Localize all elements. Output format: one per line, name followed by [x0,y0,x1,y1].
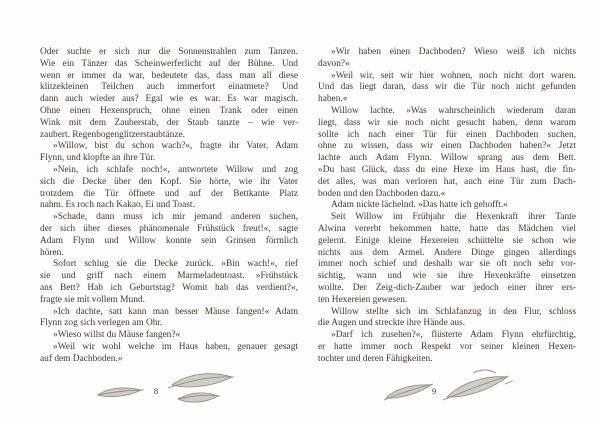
text-line: Willow lachte. »Was wahrscheinlich wiederum daran [331,105,576,116]
text-line: immer noch schief und deshalb war sie oft noch sehr vor- [318,259,576,270]
text-line: nahm. Es roch nach Kakao, Ei und Toast. [40,200,195,211]
text-line: »Weil wir, seit wir hier wohnen, noch nicht dort waren. [331,70,576,81]
text-line: Seit Willow im Frühjahr die Hexenkraft ihrer Tante [331,212,576,223]
text-line: Adam Flynn und Willow konnte sein Grinsen förmlich [40,235,298,246]
text-line: auf dem Dachboden.« [40,353,123,364]
text-line: nichts aus dem Ärmel. Andere Dinge gingen allerdings [318,247,576,258]
text-line: ohne zu wissen, dass wir einen Dachboden haben?« Jetzt [318,141,576,152]
text-line: sollte ich nach einer Tür für einen Dachboden suchen, [318,129,576,140]
text-line: die Augen und streckte ihre Hände aus. [318,318,466,329]
text-line: wollte. Der Zeig-dich-Zauber war jedoch einer ihrer ers- [318,282,576,293]
text-line: Sofort schlug sie die Decke zurück. »Bin wach!«, rief [53,259,298,270]
text-line: »Weil wir wohl welche im Haus haben, genauer gesagt [53,341,298,352]
text-line: det alles, was man verloren hat, auch eine Tür zum Dach- [318,176,576,187]
text-line: »Schade, dann muss ich mir jemand anderen suchen, [53,212,298,223]
text-line: der sich über dieses phänomenale Frühstück freut!«, sagte [40,223,298,234]
text-line: dann auch wieder aus? Egal wie es war. Es war magisch. [40,94,298,105]
text-line: Wie ein Tänzer das Scheinwerferlicht auf der Bühne. Und [40,58,298,69]
text-line: liegt, dass wir sie noch nicht gesucht haben, denn warum [318,117,576,128]
text-line: Flynn, und klopfte an ihre Tür. [40,153,156,164]
text-line: Willow stellte sich im Schlafanzug in den Flur, schloss [331,306,576,317]
page-right-text [318,47,576,366]
text-line: klitzekleinen Teilchen auch immerfort einatmete? Und [40,82,298,93]
text-line: Flynn zog sich verlegen am Ohr. [40,318,163,329]
page-left-text [40,47,298,366]
text-line: »Nein, ich schlafe noch!«, antwortete Willow und zog [53,164,298,175]
page-number-right: 9 [431,386,437,396]
text-line: zaubert. Regenbogenglitzerstaubtänze. [40,129,185,140]
text-line: »Du hast Glück, dass du eine Hexe im Haus hast, die fin- [318,164,576,175]
feather-leaf-icon [95,384,147,400]
text-line: »Willow, bist du schon wach?«, fragte ihr Vater, Adam [53,141,298,152]
text-line: ans Bett? Hab ich Geburtstag? Womit hab das verdient?«, [40,282,298,293]
text-line: sichtig, wann und wie sie ihre Hexenkräfte einsetzen [318,271,576,282]
text-line: sie und griff nach einem Marmeladentoast. »Frühstück [40,271,298,282]
text-line: lachte auch Adam Flynn. Willow sprang aus dem Bett. [318,153,576,164]
text-line: »Darf ich zusehen?«, flüsterte Adam Flynn ehrfürchtig, [331,330,576,341]
feather-quill-icon [441,367,513,403]
text-line: tochter und deren Fähigkeiten. [318,353,433,364]
text-line: Ohne einen Hexenspruch, ohne einen Trank oder einen [40,105,298,116]
text-line: davon?« [318,58,350,69]
text-line: Oder suchte er sich nur die Sonnenstrahlen zum Tanzen. [40,47,298,57]
text-line: »Wieso willst du Mäuse fangen?« [53,330,181,341]
text-line: Alwina vererbt bekommen hatte, hatte das Mädchen viel [318,223,576,234]
text-line: sich die Decke über den Kopf. Sie hörte, wie ihr Vater [40,176,298,187]
page-number-left: 8 [153,386,159,396]
text-line: er hatte immer noch Respekt vor seiner kleinen Hexen- [318,341,576,352]
text-line: fragte sie mit vollem Mund. [40,294,145,305]
text-line: Wink mit dem Zauberstab, der Staub tanzte – wie ver- [40,117,298,128]
text-line: haben.« [318,94,348,105]
text-line: wenn er immer da war, bedeutete das, dass man all diese [40,70,298,81]
text-line: trotzdem die Tür öffnete und auf der Bettkante Platz [40,188,298,199]
feather-quill-icon [164,369,236,409]
text-line: gelernt. Einige kleine Hexereien schüttelte sie schon wie [318,235,576,246]
text-line: hören. [40,247,64,258]
text-line: boden und den Dachboden dazu.« [318,188,446,199]
text-line: »Ich dachte, satt kann man besser Mäuse fangen!« Adam [53,306,298,317]
text-line: ten Hexereien gewesen. [318,294,408,305]
text-line: Und das liegt daran, dass wir die Tür noch nicht gefunden [318,82,576,93]
text-line: »Wir haben einen Dachboden? Wieso weiß ich nichts [331,47,576,57]
text-line: Adam nickte lächelnd. »Das hatte ich gehofft.« [331,200,508,211]
